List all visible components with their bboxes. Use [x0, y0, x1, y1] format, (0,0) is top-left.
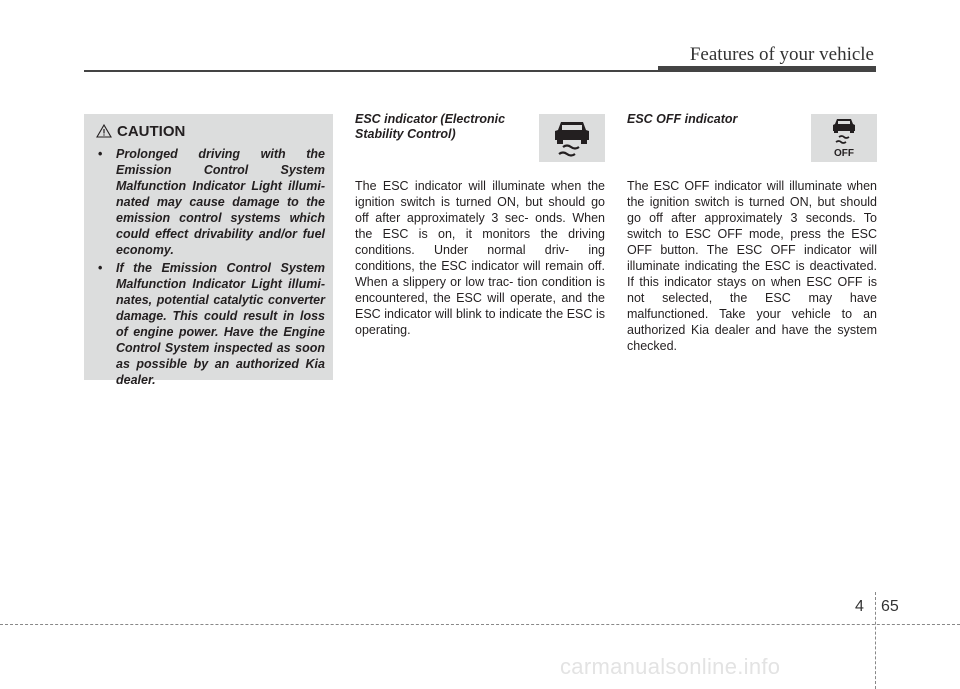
- page-header-title: Features of your vehicle: [689, 44, 874, 65]
- esc-indicator-section: [355, 112, 605, 338]
- esc-off-body-text: The ESC OFF indicator will illuminate when the ignition switch is turned ON, but should go off after approximately 3 seconds. To switch to ESC OFF mode, press the ESC OFF button. The ESC OFF indicator will illuminate indicating the ESC is deactivated. If this indicator stays on when ESC OFF is not selected, the ESC may have malfunctioned. Take your vehicle to an authorized Kia dealer and have the system checked.: [627, 179, 877, 353]
- caution-item: [92, 146, 325, 258]
- esc-body-text: The ESC indicator will illuminate when the ignition switch is turned ON, but should go off after approximately 3 sec- onds. When the ESC is on, it monitors the driving conditions. Under normal driv- ing conditions, the ESC indicator will remain off. When a slippery or low trac- tion condition is encountered, the ESC will operate, and the ESC indicator will blink to indicate the ESC is operating.: [355, 179, 605, 337]
- caution-title: CAUTION: [117, 122, 186, 140]
- watermark: carmanualsonline.info: [560, 654, 781, 679]
- page-number: 65: [881, 598, 899, 615]
- caution-item-text: Prolonged driving with the Emission Control System Malfunction Indicator Light illumi- nated may cause damage to the emission control systems which could effect drivability and/or fuel economy.: [116, 147, 325, 257]
- header-rule-accent: [658, 66, 876, 72]
- caution-item-text: If the Emission Control System Malfunction Indicator Light illumi- nates, potential catalytic converter damage. This could result in loss of engine power. Have the Engine Control System inspected as soon as possible by an authorized Kia dealer.: [116, 261, 325, 387]
- warning-triangle-icon: [96, 124, 112, 138]
- esc-off-section-title: ESC OFF indicator: [627, 112, 738, 126]
- footer-rule: [0, 624, 960, 625]
- caution-box: [84, 114, 333, 387]
- off-label: OFF: [834, 148, 854, 159]
- bullet-icon: •: [98, 147, 103, 161]
- esc-section-title: ESC indicator (Electronic Stability Control): [355, 112, 506, 141]
- esc-off-indicator-section: [627, 112, 877, 354]
- caution-list: [92, 146, 325, 388]
- esc-indicator-icon: [539, 114, 605, 162]
- caution-item: [92, 260, 325, 388]
- chapter-number: 4: [855, 598, 864, 615]
- esc-off-indicator-icon: [811, 114, 877, 162]
- caution-header: [96, 120, 325, 142]
- bullet-icon: •: [98, 261, 103, 275]
- footer-divider: [875, 592, 876, 689]
